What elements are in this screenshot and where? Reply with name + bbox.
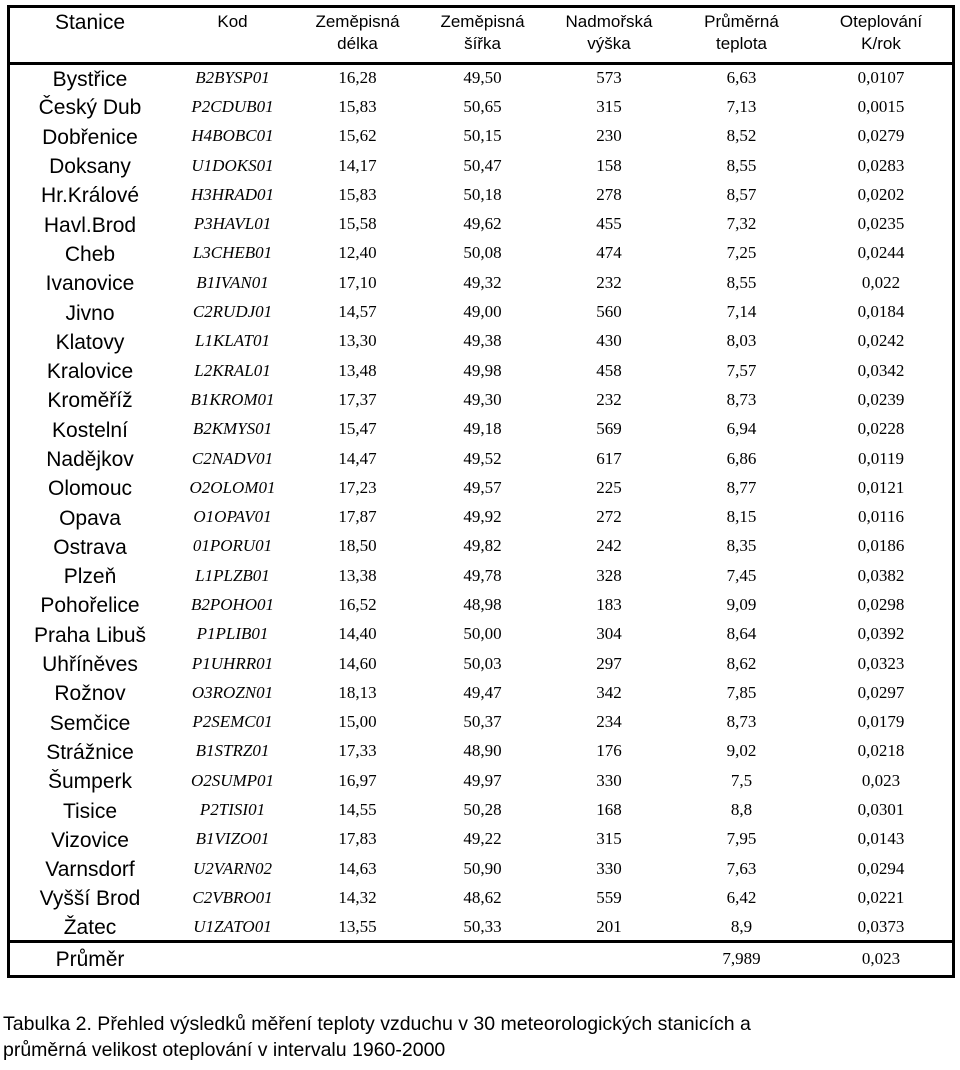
station-code: B1IVAN01: [196, 272, 269, 292]
station-code: C2NADV01: [191, 448, 274, 468]
mean-temperature: 7,63: [726, 858, 757, 878]
longitude: 14,40: [338, 624, 377, 644]
table-row: [10, 122, 952, 151]
mean-temperature: 7,57: [726, 360, 757, 380]
header-line: Zeměpisná: [440, 12, 525, 31]
station-code: C2RUDJ01: [192, 302, 273, 322]
altitude: 458: [596, 360, 622, 380]
header-line: Průměrná: [704, 12, 779, 31]
station-code: P2SEMC01: [192, 712, 273, 732]
table-row: [10, 239, 952, 268]
data-table-frame: [7, 5, 955, 978]
header-line: šířka: [464, 34, 501, 53]
longitude: 13,38: [338, 565, 377, 585]
station-code: L1KLAT01: [195, 331, 270, 351]
longitude: 17,87: [338, 507, 377, 527]
station-name: Varnsdorf: [45, 858, 135, 882]
warming-rate: 0,0015: [857, 96, 905, 116]
station-code: B1STRZ01: [195, 741, 270, 761]
latitude: 50,18: [463, 184, 502, 204]
warming-rate: 0,0297: [857, 682, 905, 702]
table-row: [10, 502, 952, 531]
latitude: 50,15: [463, 126, 502, 146]
table-row: [10, 63, 952, 92]
mean-temperature: 8,77: [726, 477, 757, 497]
altitude: 168: [596, 800, 622, 820]
altitude: 232: [596, 389, 622, 409]
empty-cell: [295, 942, 420, 974]
table-row: [10, 883, 952, 912]
warming-rate: 0,0373: [857, 916, 905, 936]
station-name: Tisice: [62, 799, 118, 823]
altitude: 278: [596, 184, 622, 204]
warming-rate: 0,0323: [857, 653, 905, 673]
table-row: [10, 473, 952, 502]
station-name: Semčice: [49, 711, 131, 735]
longitude: 13,30: [338, 331, 377, 351]
mean-temperature: 8,52: [726, 126, 757, 146]
longitude: 15,58: [338, 214, 377, 234]
table-header-row: [10, 8, 952, 63]
station-name: Nadějkov: [46, 448, 134, 471]
table-row: [10, 92, 952, 121]
latitude: 49,97: [463, 770, 502, 790]
station-code: H4BOBC01: [191, 126, 274, 146]
table-row: [10, 532, 952, 561]
station-name: Olomouc: [47, 477, 133, 501]
station-code: U1ZATO01: [193, 916, 272, 936]
station-code: U1DOKS01: [191, 155, 274, 175]
longitude: 15,62: [338, 126, 377, 146]
station-code: B2BYSP01: [195, 68, 270, 88]
longitude: 13,55: [338, 916, 377, 936]
longitude: 12,40: [338, 243, 377, 263]
table-row: [10, 737, 952, 766]
altitude: 201: [596, 916, 622, 936]
longitude: 18,13: [338, 682, 377, 702]
latitude: 49,50: [463, 68, 502, 88]
warming-rate: 0,0184: [857, 302, 905, 322]
mean-temperature: 7,14: [726, 302, 757, 322]
header-station: [10, 8, 170, 63]
latitude: 50,65: [463, 96, 502, 116]
altitude: 560: [596, 302, 622, 322]
caption-line-1: Tabulka 2. Přehled výsledků měření teploty vzduchu v 30 meteorologických stanicích a: [3, 1013, 751, 1035]
station-code: B1VIZO01: [195, 829, 270, 849]
warming-rate: 0,023: [861, 770, 901, 790]
table-body: [10, 63, 952, 942]
caption-line-2: průměrná velikost oteplování v intervalu 1960-2000: [3, 1039, 446, 1061]
station-code: P1UHRR01: [191, 653, 274, 673]
longitude: 17,37: [338, 389, 377, 409]
warming-rate: 0,022: [861, 272, 901, 292]
latitude: 49,30: [463, 389, 502, 409]
altitude: 225: [596, 477, 622, 497]
latitude: 50,90: [463, 858, 502, 878]
station-code: L1PLZB01: [195, 565, 270, 585]
average-label: Průměr: [10, 942, 170, 974]
table-row: [10, 766, 952, 795]
station-name: Uhříněves: [42, 653, 138, 677]
altitude: 328: [596, 565, 622, 585]
table-row: [10, 649, 952, 678]
altitude: 330: [596, 770, 622, 790]
station-code: C2VBRO01: [192, 887, 273, 907]
station-name: Kroměříž: [47, 389, 133, 413]
header-line: Nadmořská: [565, 12, 653, 31]
table-row: [10, 590, 952, 619]
table-row: [10, 415, 952, 444]
longitude: 15,83: [338, 96, 377, 116]
station-code: O2OLOM01: [189, 477, 276, 497]
station-code: B2POHO01: [190, 594, 275, 614]
longitude: 17,23: [338, 477, 377, 497]
altitude: 315: [596, 829, 622, 849]
altitude: 297: [596, 653, 622, 673]
warming-rate: 0,0244: [857, 243, 905, 263]
warming-rate: 0,0228: [857, 419, 905, 439]
station-name: Vizovice: [51, 828, 129, 852]
latitude: 49,52: [463, 448, 502, 468]
station-name: Kralovice: [46, 360, 134, 384]
station-code: H3HRAD01: [190, 184, 275, 204]
header-altitude: [545, 8, 673, 63]
mean-temperature: 8,03: [726, 331, 757, 351]
warming-rate: 0,0342: [857, 360, 905, 380]
latitude: 50,37: [463, 712, 502, 732]
warming-rate: 0,0242: [857, 331, 905, 351]
station-code: U2VARN02: [192, 858, 272, 878]
header-longitude: [295, 8, 420, 63]
warming-rate: 0,0382: [857, 565, 905, 585]
warming-rate: 0,0121: [857, 477, 905, 497]
station-name: Český Dub: [38, 96, 142, 120]
mean-temperature: 7,85: [726, 682, 757, 702]
altitude: 232: [596, 272, 622, 292]
station-name: Pohořelice: [40, 594, 140, 618]
header-code: [170, 8, 295, 63]
station-code: B2KMYS01: [192, 419, 273, 439]
latitude: 49,38: [463, 331, 502, 351]
table-row: [10, 561, 952, 590]
station-code: O3ROZN01: [191, 682, 274, 702]
station-code: O2SUMP01: [190, 770, 275, 790]
station-name: Praha Libuš: [33, 623, 147, 647]
latitude: 49,57: [463, 477, 502, 497]
table-caption: [3, 1011, 953, 1063]
warming-rate: 0,0279: [857, 126, 905, 146]
station-name: Ivanovice: [45, 272, 135, 296]
table-row: [10, 209, 952, 238]
station-name: Žatec: [63, 916, 117, 939]
average-temperature: 7,989: [673, 942, 810, 974]
latitude: 49,62: [463, 214, 502, 234]
header-line: Oteplování: [839, 12, 923, 31]
longitude: 17,83: [338, 829, 377, 849]
table-row: [10, 854, 952, 883]
altitude: 474: [596, 243, 622, 263]
altitude: 342: [596, 682, 622, 702]
longitude: 17,33: [338, 741, 377, 761]
altitude: 272: [596, 507, 622, 527]
empty-cell: [545, 942, 673, 974]
altitude: 242: [596, 536, 622, 556]
altitude: 617: [596, 448, 622, 468]
latitude: 49,32: [463, 272, 502, 292]
longitude: 15,00: [338, 712, 377, 732]
mean-temperature: 6,94: [726, 419, 757, 439]
station-name: Vyšší Brod: [39, 887, 141, 911]
station-name: Hr.Králové: [40, 184, 140, 208]
altitude: 234: [596, 712, 622, 732]
station-code: O1OPAV01: [193, 507, 272, 527]
mean-temperature: 8,55: [726, 155, 757, 175]
warming-rate: 0,0218: [857, 741, 905, 761]
average-warming: 0,023: [810, 942, 952, 974]
latitude: 49,82: [463, 536, 502, 556]
altitude: 315: [596, 96, 622, 116]
header-line: Stanice: [54, 11, 126, 34]
warming-rate: 0,0283: [857, 155, 905, 175]
warming-rate: 0,0107: [857, 68, 905, 88]
table-row: [10, 385, 952, 414]
altitude: 330: [596, 858, 622, 878]
longitude: 17,10: [338, 272, 377, 292]
table-row: [10, 356, 952, 385]
header-line: délka: [337, 34, 378, 53]
longitude: 13,48: [338, 360, 377, 380]
station-code: P1PLIB01: [196, 624, 269, 644]
mean-temperature: 7,45: [726, 565, 757, 585]
mean-temperature: 8,9: [730, 916, 753, 936]
empty-cell: [420, 942, 545, 974]
table-row: [10, 620, 952, 649]
mean-temperature: 8,73: [726, 389, 757, 409]
header-line: výška: [587, 34, 631, 53]
station-name: Šumperk: [47, 770, 133, 794]
warming-rate: 0,0239: [857, 389, 905, 409]
longitude: 14,57: [338, 302, 377, 322]
station-name: Klatovy: [55, 330, 125, 354]
mean-temperature: 8,57: [726, 184, 757, 204]
longitude: 14,63: [338, 858, 377, 878]
mean-temperature: 6,86: [726, 448, 757, 468]
table-row: [10, 825, 952, 854]
latitude: 50,00: [463, 624, 502, 644]
warming-rate: 0,0301: [857, 800, 905, 820]
table-row: [10, 327, 952, 356]
warming-rate: 0,0179: [857, 712, 905, 732]
warming-rate: 0,0298: [857, 594, 905, 614]
altitude: 183: [596, 594, 622, 614]
altitude: 559: [596, 887, 622, 907]
latitude: 49,22: [463, 829, 502, 849]
longitude: 15,83: [338, 184, 377, 204]
latitude: 49,92: [463, 507, 502, 527]
altitude: 455: [596, 214, 622, 234]
table-footer-row: [10, 942, 952, 974]
latitude: 48,62: [463, 887, 502, 907]
header-latitude: [420, 8, 545, 63]
table-row: [10, 180, 952, 209]
warming-rate: 0,0143: [857, 829, 905, 849]
station-name: Havl.Brod: [43, 213, 137, 237]
station-code: P2CDUB01: [191, 96, 274, 116]
latitude: 50,47: [463, 155, 502, 175]
mean-temperature: 8,62: [726, 653, 757, 673]
mean-temperature: 8,55: [726, 272, 757, 292]
station-name: Opava: [59, 506, 121, 530]
mean-temperature: 9,09: [726, 594, 757, 614]
mean-temperature: 8,15: [726, 507, 757, 527]
latitude: 49,47: [463, 682, 502, 702]
station-name: Strážnice: [46, 740, 134, 764]
table-row: [10, 151, 952, 180]
station-name: Kostelní: [52, 418, 128, 442]
station-name: Doksany: [49, 155, 131, 179]
table-row: [10, 268, 952, 297]
altitude: 158: [596, 155, 622, 175]
empty-cell: [170, 942, 295, 974]
table-row: [10, 708, 952, 737]
mean-temperature: 6,42: [726, 887, 757, 907]
warming-rate: 0,0392: [857, 624, 905, 644]
mean-temperature: 7,25: [726, 243, 757, 263]
station-name: Bystřice: [52, 67, 128, 91]
station-name: Plzeň: [63, 565, 117, 589]
mean-temperature: 7,5: [730, 770, 753, 790]
latitude: 50,08: [463, 243, 502, 263]
warming-rate: 0,0119: [857, 448, 905, 468]
latitude: 50,28: [463, 800, 502, 820]
table-row: [10, 444, 952, 473]
station-code: L3CHEB01: [192, 243, 273, 263]
station-name: Dobřenice: [42, 125, 138, 149]
longitude: 16,97: [338, 770, 377, 790]
longitude: 18,50: [338, 536, 377, 556]
header-mean-temperature: [673, 8, 810, 63]
longitude: 16,28: [338, 68, 377, 88]
warming-rate: 0,0294: [857, 858, 905, 878]
altitude: 573: [596, 68, 622, 88]
table-row: [10, 297, 952, 326]
mean-temperature: 7,95: [726, 829, 757, 849]
station-name: Jivno: [65, 301, 115, 325]
header-line: teplota: [715, 34, 768, 53]
header-line: K/rok: [861, 34, 901, 53]
table-row: [10, 795, 952, 824]
latitude: 48,98: [463, 594, 502, 614]
mean-temperature: 6,63: [726, 68, 757, 88]
longitude: 14,32: [338, 887, 377, 907]
altitude: 569: [596, 419, 622, 439]
latitude: 50,33: [463, 916, 502, 936]
header-line: Kod: [217, 12, 248, 31]
table-row: [10, 913, 952, 942]
longitude: 14,60: [338, 653, 377, 673]
station-name: Cheb: [64, 242, 116, 266]
longitude: 14,55: [338, 800, 377, 820]
latitude: 48,90: [463, 741, 502, 761]
mean-temperature: 7,32: [726, 214, 757, 234]
mean-temperature: 8,35: [726, 536, 757, 556]
station-code: 01PORU01: [192, 536, 273, 556]
warming-rate: 0,0116: [857, 507, 905, 527]
station-code: L2KRAL01: [194, 360, 271, 380]
altitude: 430: [596, 331, 622, 351]
mean-temperature: 8,8: [730, 800, 753, 820]
latitude: 50,03: [463, 653, 502, 673]
longitude: 15,47: [338, 419, 377, 439]
station-code: P3HAVL01: [193, 214, 272, 234]
longitude: 16,52: [338, 594, 377, 614]
latitude: 49,98: [463, 360, 502, 380]
mean-temperature: 8,64: [726, 624, 757, 644]
altitude: 230: [596, 126, 622, 146]
table-row: [10, 678, 952, 707]
longitude: 14,47: [338, 448, 377, 468]
warming-rate: 0,0186: [857, 536, 905, 556]
station-temperature-table: [10, 8, 952, 974]
latitude: 49,18: [463, 419, 502, 439]
warming-rate: 0,0235: [857, 214, 905, 234]
mean-temperature: 7,13: [726, 96, 757, 116]
altitude: 304: [596, 624, 622, 644]
warming-rate: 0,0202: [857, 184, 905, 204]
station-name: Ostrava: [53, 535, 127, 559]
mean-temperature: 9,02: [726, 741, 757, 761]
station-name: Rožnov: [54, 682, 126, 706]
latitude: 49,78: [463, 565, 502, 585]
station-code: P2TISI01: [199, 800, 266, 820]
header-line: Zeměpisná: [315, 12, 400, 31]
longitude: 14,17: [338, 155, 377, 175]
header-warming: [810, 8, 952, 63]
mean-temperature: 8,73: [726, 712, 757, 732]
warming-rate: 0,0221: [857, 887, 905, 907]
station-code: B1KROM01: [190, 389, 275, 409]
latitude: 49,00: [463, 302, 502, 322]
altitude: 176: [596, 741, 622, 761]
